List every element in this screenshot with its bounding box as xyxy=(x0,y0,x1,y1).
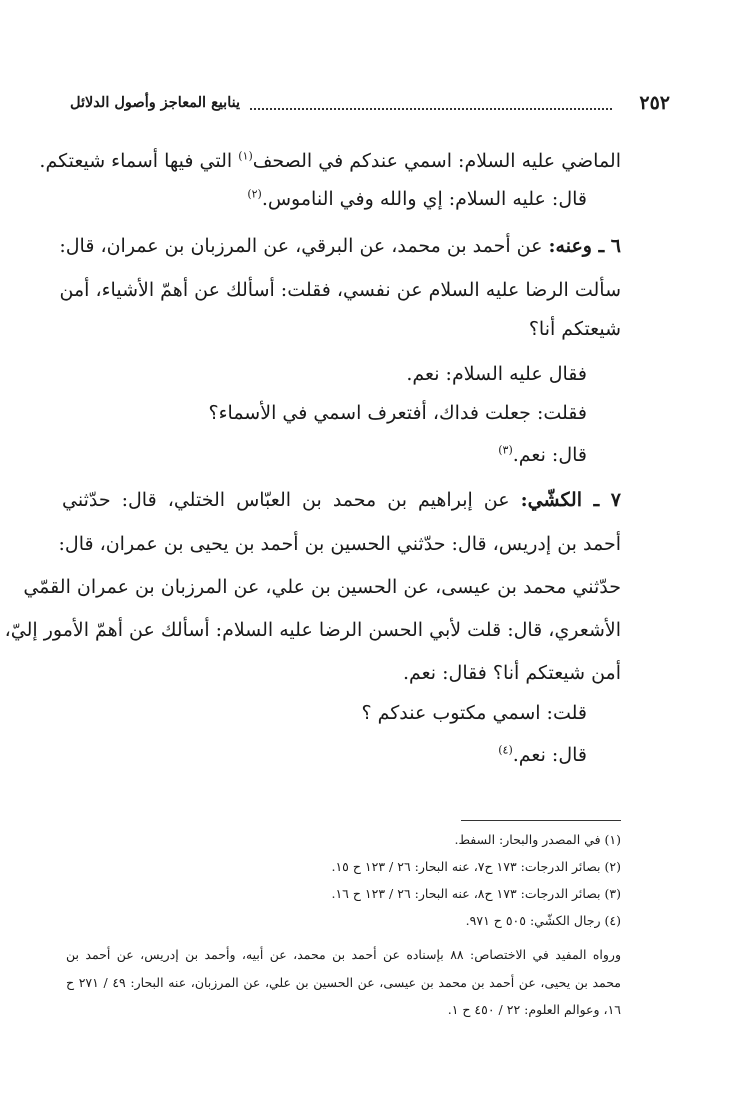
footnote: ١٦، وعوالم العلوم: ٢٢ / ٤٥٠ ح ١. xyxy=(447,1002,621,1017)
text-line: أمن شيعتكم أنا؟ فقال: نعم. xyxy=(402,662,621,684)
book-title: ينابيع المعاجز وأصول الدلائل xyxy=(70,94,241,111)
text-line: قلت: اسمي مكتوب عندكم ؟ xyxy=(361,702,587,724)
footnote-separator xyxy=(461,820,621,821)
footnote: (١) في المصدر والبحار: السفط. xyxy=(454,832,621,847)
text-line: شيعتكم أنا؟ xyxy=(528,318,621,340)
footnote: (٣) بصائر الدرجات: ١٧٣ ح٨، عنه البحار: ٢٦ / ١٢٣ ح ١٦. xyxy=(331,886,621,901)
text-line: قال: نعم.$^{(٣)}$ xyxy=(498,443,587,466)
header-dot-leader xyxy=(250,108,612,110)
footnote: (٢) بصائر الدرجات: ١٧٣ ح٧، عنه البحار: ٢٦ / ١٢٣ ح ١٥. xyxy=(331,859,621,874)
footnote-ref: (١) xyxy=(238,149,253,163)
text-line: أحمد بن إدريس، قال: حدّثني الحسين بن أحمد بن يحيى بن عمران، قال: xyxy=(58,533,621,555)
text-line: الأشعري، قال: قلت لأبي الحسن الرضا عليه السلام: أسألك عن أهمّ الأمور إليّ، xyxy=(4,619,621,641)
running-header xyxy=(70,92,670,116)
footnote-ref: (٢) xyxy=(247,187,262,201)
narration-label: ٧ ـ الكشّي: xyxy=(520,489,621,511)
footnote-ref: (٣) xyxy=(498,443,513,457)
text-line: الماضي عليه السلام: اسمي عندكم في الصحف$^{(١)}$ التي فيها أسماء شيعتكم. xyxy=(39,149,621,172)
text-line: قال: عليه السلام: إي والله وفي الناموس.$^{(٢)}$ xyxy=(247,187,587,210)
text-line: فقال عليه السلام: نعم. xyxy=(406,363,587,385)
text-line: فقلت: جعلت فداك، أفتعرف اسمي في الأسماء؟ xyxy=(208,402,587,424)
text-line: ٧ ـ الكشّي: عن إبراهيم بن محمد بن العبّاس الختلي، قال: حدّثني xyxy=(62,489,621,511)
footnote: محمد بن يحيى، عن أحمد بن محمد بن عيسى، عن الحسين بن علي، عن المرزبان، عنه البحار: ٤٩ / ٢٧١ ح xyxy=(66,975,621,990)
text-line: قال: نعم.$^{(٤)}$ xyxy=(498,743,587,766)
text-line: ٦ ـ وعنه: عن أحمد بن محمد، عن البرقي، عن المرزبان بن عمران، قال: xyxy=(59,235,621,257)
footnote: (٤) رجال الكشّي: ٥٠٥ ح ٩٧١. xyxy=(465,913,621,928)
footnote-ref: (٤) xyxy=(498,743,513,757)
footnote: ورواه المفيد في الاختصاص: ٨٨ بإسناده عن أحمد بن محمد، عن أبيه، وأحمد بن إدريس، عن أحمد بن xyxy=(66,947,622,962)
page-number: ٢٥٢ xyxy=(639,92,670,114)
narration-label: ٦ ـ وعنه: xyxy=(548,235,621,257)
text-line: سألت الرضا عليه السلام عن نفسي، فقلت: أسألك عن أهمّ الأشياء، أمن xyxy=(59,279,621,301)
text-line: حدّثني محمد بن عيسى، عن الحسين بن علي، عن المرزبان بن عمران القمّي xyxy=(23,576,621,598)
